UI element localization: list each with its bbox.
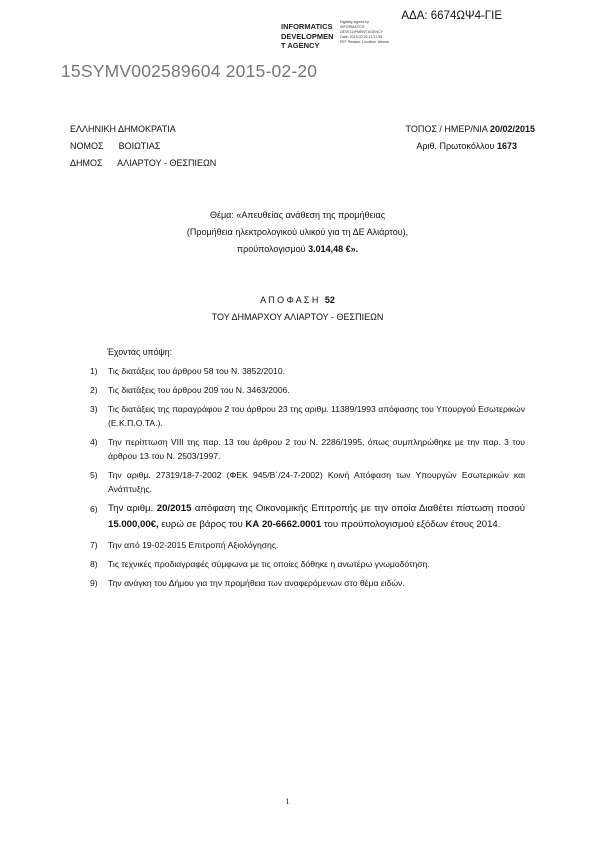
subject-line-2: (Προμήθεια ηλεκτρολογικού υλικού για τη ΔΕ Αλιάρτου), [186,227,409,237]
list-item: 6) Την αριθμ. 20/2015 απόφαση της Οικονομικής Επιτροπής με την οποία Διαθέτει πίστωση ποσού 15.000,00€, ευρώ σε βάρος του ΚΑ 20-6662.0001 του προϋπολογισμού εξόδων έτους 2014. [90,503,526,530]
decision-title: Α Π Ο Φ Α Σ Η 52 [260,295,335,305]
list-item: 8) Τις τεχνικές προδιαγραφές σύμφωνα με τις οποίες δόθηκε η ανωτέρω γνωμοδότηση. [90,559,430,569]
list-item: 4) Την περίπτωση VIII της παρ. 13 του άρθρου 2 του Ν. 2286/1995, όπως συμπληρώθηκε με την παρ. 3 του άρθρου 13 του Ν. 2503/1997. [90,437,525,461]
document-id: 15SYMV002589604 2015-02-20 [61,61,318,81]
budget-code: ΚΑ 20-6662.0001 [245,519,322,530]
protocol [416,141,517,151]
list-item: 3) Τις διατάξεις της παραγράφου 2 του άρθρου 23 της αριθμ. 11389/1993 απόφασης του Υπουργού Εσωτερικών (Ε.Κ.Π.Ο.ΤΑ.). [90,404,525,428]
page-number: 1 [285,797,290,806]
republic-label: ΕΛΛΗΝΙΚΗ ΔΗΜΟΚΡΑΤΙΑ [70,124,176,134]
place-date [406,124,535,134]
credit-amount: 15.000,00€, [108,519,159,530]
list-item: 2) Τις διατάξεις του άρθρου 209 του Ν. 3463/2006. [90,385,290,395]
document-date: 20/02/2015 [489,124,535,134]
ada-code: ΑΔΑ: 6674ΩΨ4-ΓΙΕ [401,10,502,22]
protocol-label: Αριθ. Πρωτοκόλλου [416,141,495,151]
decision-ref: 20/2015 [156,503,192,514]
prefecture-label: ΝΟΜΟΣ ΒΟΙΩΤΙΑΣ [70,141,161,151]
digital-signature-details: Digitally signed by INFORMATICS DEVELOPMENT AGENCY Date: 2015.02.20 11:31:38 EET Reason: Location: Athens [340,20,389,44]
considerations-list [90,364,525,595]
decision-number: 52 [324,295,335,305]
subject-line-1: Θέμα: «Απευθείας ανάθεση της προμήθειας [209,210,386,220]
subject-amount: 3.014,48 €». [308,244,359,254]
place-date-label: ΤΟΠΟΣ / ΗΜΕΡ/ΝΙΑ [405,124,488,134]
subject-line-3: προϋπολογισμού 3.014,48 €». [236,244,359,254]
list-item: 1) Τις διατάξεις του άρθρου 58 του Ν. 3852/2010. [90,366,285,376]
protocol-number: 1673 [496,141,517,151]
digital-signature-org: INFORMATICS DEVELOPMEN T AGENCY [281,22,334,50]
subject-label: Θέμα: [209,210,234,220]
list-item: 5) Την αριθμ. 27319/18-7-2002 (ΦΕΚ 945/Β΄/24-7-2002) Κοινή Απόφαση των Υπουργών Εσωτερικών και Ανάπτυξης. [90,470,525,494]
list-item: 7) Την από 19-02-2015 Επιτροπή Αξιολόγησης. [90,540,279,550]
intro-text: Έχοντας υπόψη: [107,347,173,357]
decision-issuer: ΤΟΥ ΔΗΜΑΡΧΟΥ ΑΛΙΑΡΤΟΥ - ΘΕΣΠΙΕΩΝ [211,312,384,322]
list-item: 9) Την ανάγκη του Δήμου για την προμήθεια των αναφερόμενων στο θέμα ειδών. [90,578,405,588]
municipality-label: ΔΗΜΟΣ ΑΛΙΑΡΤΟΥ - ΘΕΣΠΙΕΩΝ [70,158,217,168]
